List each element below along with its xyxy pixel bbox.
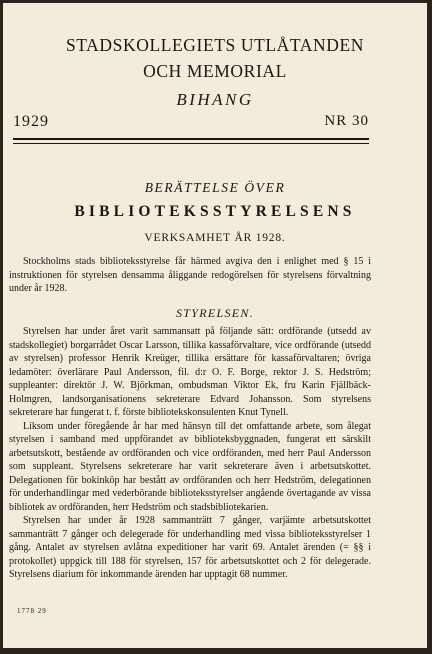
- intro-paragraph: Stockholms stads biblioteksstyrelse får härmed avgiva den i enlighet med § 15 i instruktionen för styrelsen densamma åliggande redogörelsen för styrelsens förvaltning under år 1928.: [9, 256, 371, 294]
- publication-title-line-2: OCH MEMORIAL: [143, 61, 287, 81]
- report-title: BERÄTTELSE ÖVER: [144, 180, 286, 195]
- issue-number: NR 30: [324, 113, 369, 129]
- header-rule-thin: [13, 143, 369, 144]
- activity-year-line: VERKSAMHET ÅR 1928.: [144, 232, 286, 244]
- publication-title-line-1: STADSKOLLEGIETS UTLÅTANDEN: [65, 35, 365, 55]
- section-heading: STYRELSEN.: [175, 306, 254, 320]
- body-text: [9, 325, 371, 582]
- publication-year: 1929: [13, 113, 49, 130]
- paragraph-meetings: Styrelsen har under år 1928 sammanträtt 7 gånger, varjämte arbetsutskottet sammanträtt 7 gånger och delegerade för underhandling med vissa biblioteksstyrelser 1 gång. Antalet av styrelsen avlåtna expeditioner har varit 69. Antalet ärenden (= §§ i protokollet) uppgick till 188 för styrelsen, 157 för arbetsutskottet och 2 för delegerade. Styrelsens diarium för inkommande ärenden har upptagit 68 nummer.: [9, 515, 371, 580]
- print-mark: 1778 29: [17, 607, 47, 615]
- intro-text: [9, 255, 371, 296]
- supplement-label: BIHANG: [176, 90, 254, 109]
- paragraph-committees: Liksom under föregående år har med hänsyn till det omfattande arbete, som ålegat styrelsen i samband med uppförandet av biblioteksbyggnaden, fungerat ett särskilt arbetsutskott, bestående av ordföranden och vice ordföranden, med herr Paul Andersson som suppleant. Styrelsens sekreterare har varit sekreterare även i arbetsutskottet. Delegationen för bokinköp har bestått av ordföranden och herr Hedström, delegationen för underhandlingar med vederbörande biblioteksstyrelser angående övertagande av vissa bibliotek av ordföranden, herr Hedström och stadsbibliotekarien.: [9, 420, 371, 513]
- paragraph-composition: Styrelsen har under året varit sammansatt på följande sätt: ordförande (utsedd av stadskollegiet) borgarrådet Oscar Larsson, tillika kassaförvaltare, vice ordförande (utsedd av styrelsen) professor Henrik Kreüger, tillika ersättare för kassaförvaltaren; övriga ledamöter: överlärare Paul Andersson, fil. d:r O. F. Borge, rektor J. S. Hedström; suppleanter: direktör J. W. Björkman, ombudsman Viktor Ek, fru Karin Fjällbäck-Holmgren, landsorganisationens sekreterare Edvard Johansson. Som styrelsens sekreterare har fungerat t. f. förste bibliotekskonsulenten Knut Tynell.: [9, 326, 371, 418]
- board-title: BIBLIOTEKSSTYRELSENS: [74, 203, 356, 220]
- header-rule-thick: [13, 138, 369, 140]
- document-page: [3, 3, 427, 648]
